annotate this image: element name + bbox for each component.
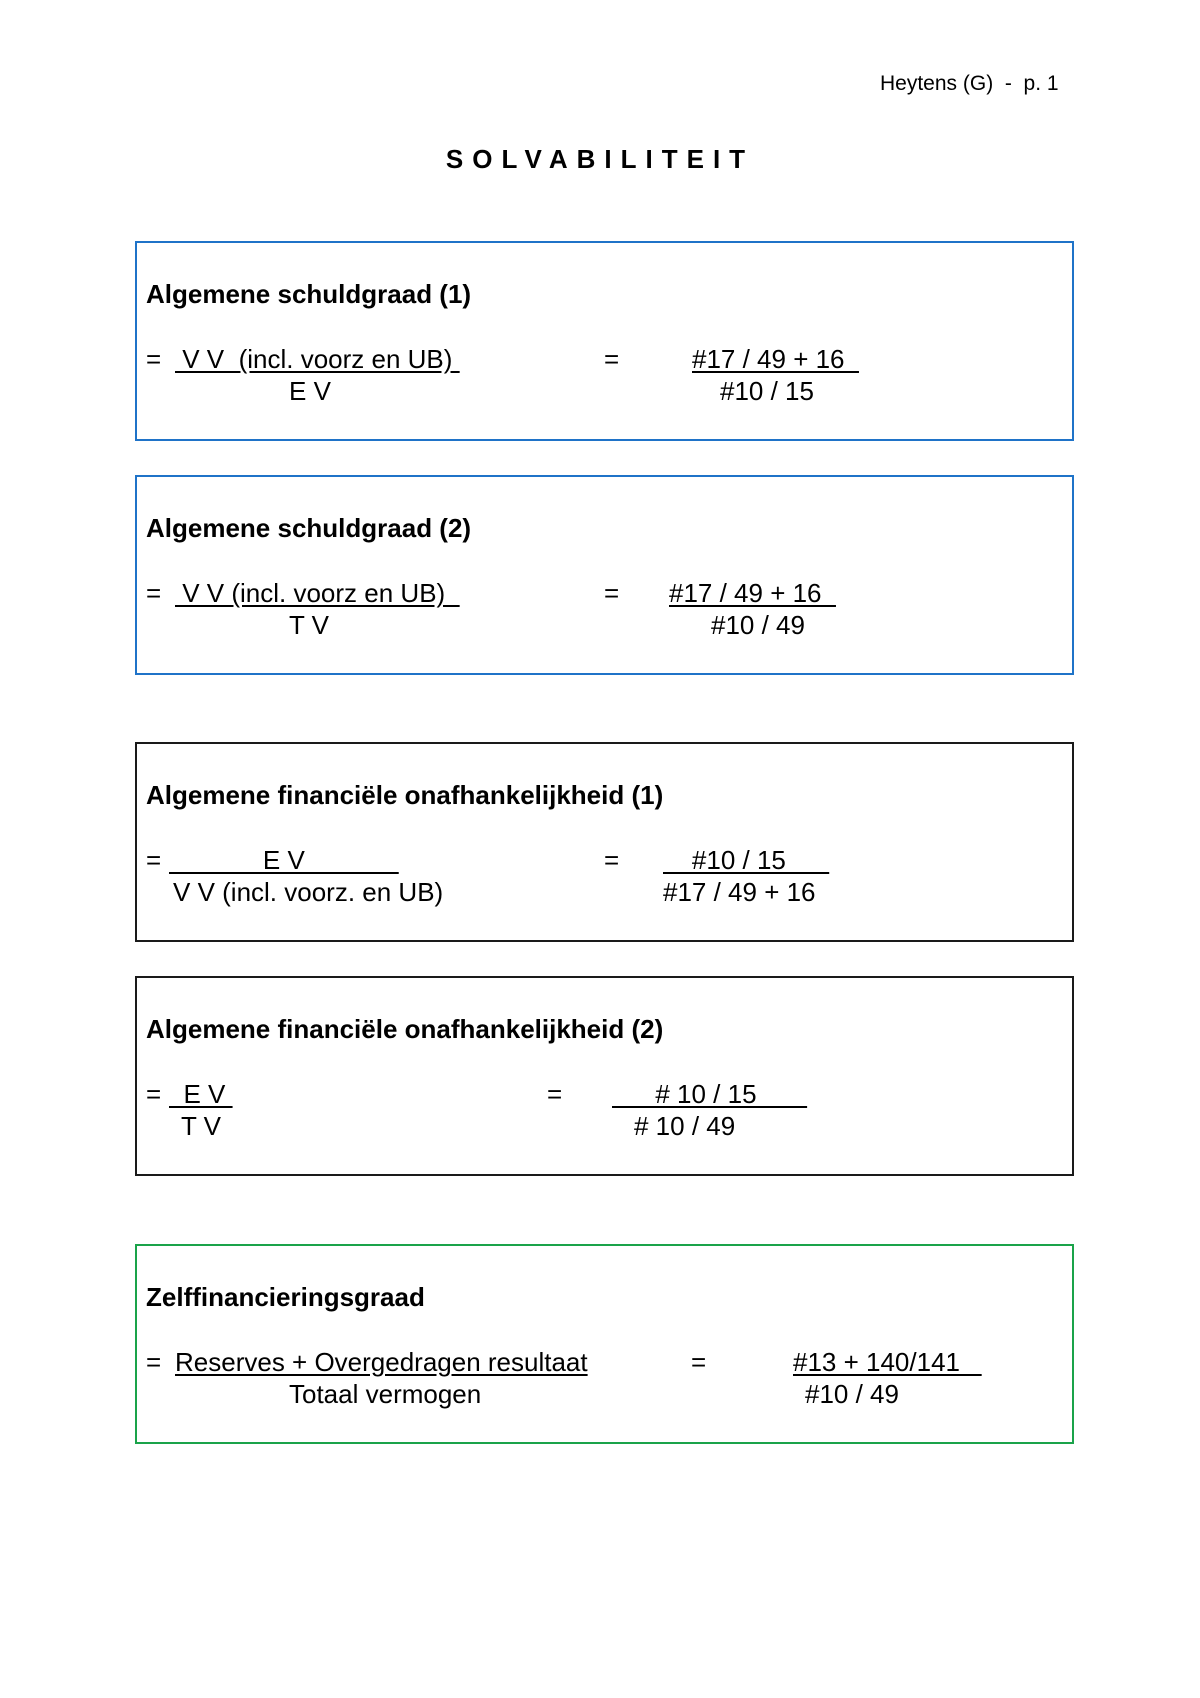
formula-denominator: E V xyxy=(289,376,331,406)
equals-sign: = xyxy=(146,578,162,608)
value-numerator: # 10 / 15 xyxy=(612,1079,808,1109)
running-head: Heytens (G) - p. 1 xyxy=(880,72,1059,95)
equals-sign: = xyxy=(146,344,162,374)
card-zelffinancieringsgraad xyxy=(135,1244,1074,1444)
equals-sign: = xyxy=(146,1347,162,1377)
value-denominator: #10 / 49 xyxy=(805,1379,899,1409)
value-denominator: #10 / 15 xyxy=(720,376,814,406)
value-denominator: # 10 / 49 xyxy=(634,1111,736,1141)
card-title: Algemene financiële onafhankelijkheid (1) xyxy=(146,780,664,810)
equals-sign: = xyxy=(604,578,620,608)
value-denominator: #10 / 49 xyxy=(711,610,805,640)
equals-sign: = xyxy=(604,344,620,374)
formula-numerator: E V xyxy=(169,845,399,875)
card-onafhankelijkheid-2 xyxy=(135,976,1074,1176)
formula-numerator: E V xyxy=(169,1079,233,1109)
value-denominator: #17 / 49 + 16 xyxy=(663,877,816,907)
card-title: Algemene financiële onafhankelijkheid (2) xyxy=(146,1014,664,1044)
page-title: SOLVABILITEIT xyxy=(445,144,755,174)
formula-denominator: T V xyxy=(181,1111,221,1141)
card-onafhankelijkheid-1 xyxy=(135,742,1074,942)
card-title: Algemene schuldgraad (2) xyxy=(146,513,472,543)
value-numerator: #17 / 49 + 16 xyxy=(669,578,836,608)
formula-denominator: Totaal vermogen xyxy=(289,1379,482,1409)
formula-denominator: V V (incl. voorz. en UB) xyxy=(173,877,444,907)
formula-numerator: V V (incl. voorz en UB) xyxy=(175,344,460,374)
equals-sign: = xyxy=(146,1079,162,1109)
formula-denominator: T V xyxy=(289,610,329,640)
card-schuldgraad-1 xyxy=(135,241,1074,441)
value-numerator: #10 / 15 xyxy=(663,845,830,875)
formula-numerator: Reserves + Overgedragen resultaat xyxy=(175,1347,588,1377)
value-numerator: #13 + 140/141 xyxy=(793,1347,982,1377)
value-numerator: #17 / 49 + 16 xyxy=(692,344,859,374)
equals-sign: = xyxy=(604,845,620,875)
card-title: Zelffinancieringsgraad xyxy=(146,1282,425,1312)
equals-sign: = xyxy=(547,1079,563,1109)
formula-numerator: V V (incl. voorz en UB) xyxy=(175,578,460,608)
equals-sign: = xyxy=(691,1347,707,1377)
card-title: Algemene schuldgraad (1) xyxy=(146,279,472,309)
equals-sign: = xyxy=(146,845,162,875)
card-schuldgraad-2 xyxy=(135,475,1074,675)
